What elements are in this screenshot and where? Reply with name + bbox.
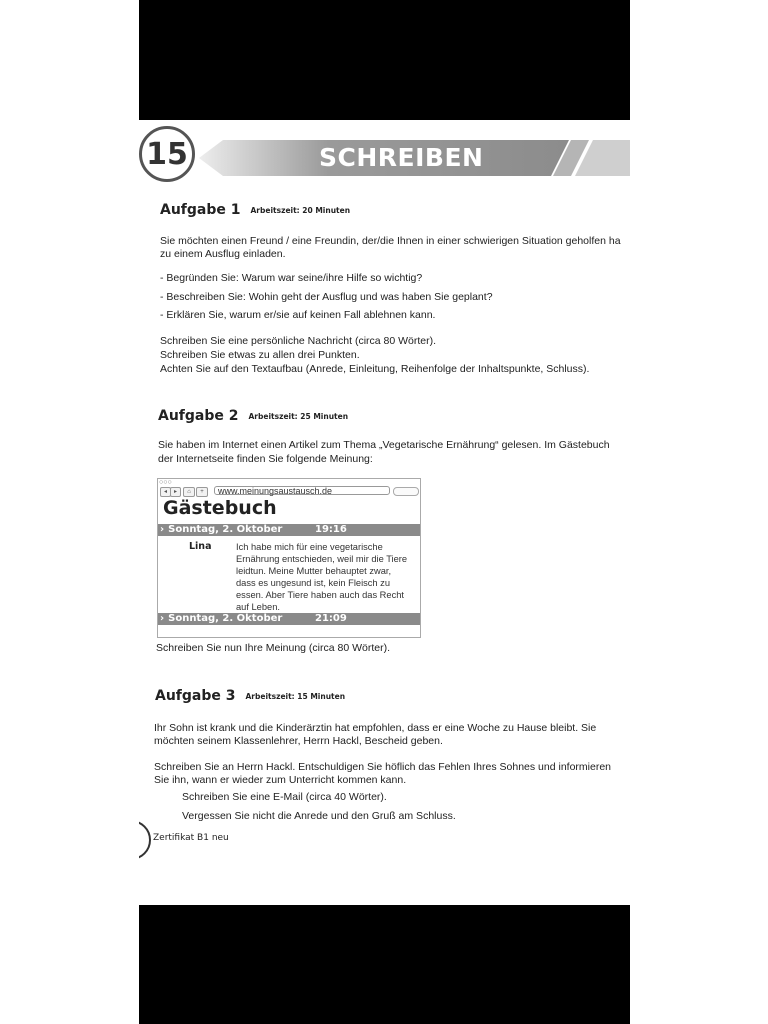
document-page — [139, 120, 630, 905]
guestbook-entry-line: leidtun. Meine Mutter behauptet zwar, — [236, 566, 392, 576]
aufgabe-3-instruction-2: Vergessen Sie nicht die Anrede und den Gruß am Schluss. — [182, 810, 456, 822]
guestbook-entry-1-date: Sonntag, 2. Oktober — [168, 524, 283, 535]
guestbook-title: Gästebuch — [163, 497, 277, 519]
arrow-icon: › — [160, 613, 165, 624]
url-text: www.meinungsaustausch.de — [218, 486, 333, 496]
search-box — [393, 487, 419, 496]
add-bookmark-icon: + — [196, 487, 208, 497]
aufgabe-1-title: Aufgabe 1 — [160, 202, 241, 218]
window-control-dots: ○○○ — [159, 479, 172, 486]
aufgabe-1-instruction-1: Schreiben Sie eine persönliche Nachricht (circa 80 Wörter). — [160, 335, 437, 347]
aufgabe-1-intro-line-1: Sie möchten einen Freund / eine Freundin, der/die Ihnen in einer schwierigen Situation geholfen ha — [160, 235, 621, 247]
guestbook-entry-line: auf Leben. — [236, 602, 280, 612]
aufgabe-3-intro-line-2: möchten seinem Klassenlehrer, Herrn Hackl, Bescheid geben. — [154, 735, 443, 747]
aufgabe-2-heading — [158, 408, 348, 424]
aufgabe-3-time: Arbeitszeit: 15 Minuten — [245, 691, 346, 701]
guestbook-entry-1-date-bar — [158, 524, 420, 536]
aufgabe-1-bullet-3: - Erklären Sie, warum er/sie auf keinen Fall ablehnen kann. — [160, 309, 436, 321]
guestbook-entry-1-time: 19:16 — [315, 524, 347, 535]
aufgabe-2-intro-line-2: der Internetseite finden Sie folgende Meinung: — [158, 453, 373, 465]
aufgabe-1-intro-line-2: zu einem Ausflug einladen. — [160, 248, 286, 260]
url-bar — [214, 486, 390, 495]
aufgabe-1-time: Arbeitszeit: 20 Minuten — [250, 205, 351, 215]
aufgabe-3-title: Aufgabe 3 — [155, 688, 236, 704]
aufgabe-1-bullet-2: - Beschreiben Sie: Wohin geht der Ausflug und was haben Sie geplant? — [160, 291, 493, 303]
aufgabe-2-instruction: Schreiben Sie nun Ihre Meinung (circa 80 Wörter). — [156, 642, 391, 654]
guestbook-entry-line: Ernährung entschieden, weil mir die Tiere — [236, 554, 408, 564]
guestbook-entry-author: Lina — [189, 541, 212, 552]
bottom-black-bar — [139, 905, 630, 1024]
section-number: 15 — [139, 126, 195, 182]
home-icon: ⌂ — [183, 487, 195, 497]
section-header — [139, 120, 630, 190]
forward-icon: ▸ — [170, 487, 181, 497]
guestbook-entry-2-time: 21:09 — [315, 613, 347, 624]
aufgabe-2-time: Arbeitszeit: 25 Minuten — [248, 411, 349, 421]
top-black-bar — [139, 0, 630, 120]
guestbook-entry-text — [236, 541, 422, 613]
aufgabe-1-instruction-3: Achten Sie auf den Textaufbau (Anrede, Einleitung, Reihenfolge der Inhaltspunkte, Schluss). — [160, 363, 590, 375]
guestbook-entry-2-date-bar — [158, 613, 420, 625]
aufgabe-3-task-line-1: Schreiben Sie an Herrn Hackl. Entschuldigen Sie höflich das Fehlen Ihres Sohnes und informieren — [154, 761, 612, 773]
section-title: SCHREIBEN — [319, 143, 484, 172]
aufgabe-1-heading — [160, 202, 350, 218]
guestbook-entry-2-date: Sonntag, 2. Oktober — [168, 613, 283, 624]
guestbook-entry-line: dass es ungesund ist, kein Fleisch zu — [236, 578, 390, 588]
arrow-icon: › — [160, 524, 165, 535]
page-number-circle — [139, 820, 151, 860]
back-icon: ◂ — [160, 487, 171, 497]
aufgabe-3-instruction-1: Schreiben Sie eine E-Mail (circa 40 Wörter). — [182, 791, 387, 803]
aufgabe-2-title: Aufgabe 2 — [158, 408, 239, 424]
aufgabe-3-heading — [155, 688, 345, 704]
aufgabe-1-bullet-1: - Begründen Sie: Warum war seine/ihre Hilfe so wichtig? — [160, 272, 423, 284]
aufgabe-1-instruction-2: Schreiben Sie etwas zu allen drei Punkten. — [160, 349, 360, 361]
guestbook-entry-line: Ich habe mich für eine vegetarische — [236, 542, 383, 552]
guestbook-browser-screenshot — [157, 478, 421, 638]
aufgabe-3-intro-line-1: Ihr Sohn ist krank und die Kinderärztin hat empfohlen, dass er eine Woche zu Hause bleibt. Sie — [154, 722, 597, 734]
guestbook-entry-line: essen. Aber Tiere haben auch das Recht — [236, 590, 404, 600]
aufgabe-3-task-line-2: Sie ihn, wann er wieder zum Unterricht kommen kann. — [154, 774, 407, 786]
footer-text: Zertifikat B1 neu — [153, 833, 229, 843]
aufgabe-2-intro-line-1: Sie haben im Internet einen Artikel zum Thema „Vegetarische Ernährung“ gelesen. Im Gästebuch — [158, 439, 610, 451]
browser-toolbar — [158, 486, 420, 497]
